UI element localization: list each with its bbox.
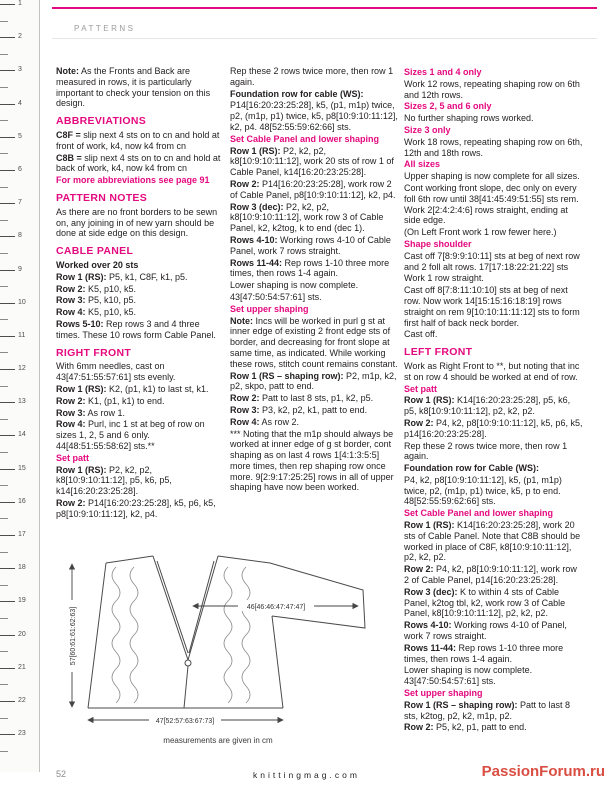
pattern-paragraph: Row 1 (RS): P2, k2, p2, k8[10:9:10:11:12], p5, k6, p5, k14[16:20:23:25:28].	[56, 464, 172, 497]
row-label: Row 1 (RS):	[230, 145, 281, 156]
pattern-paragraph: Rows 11-44: Rep rows 1-10 three more times, then rows 1-4 again.	[230, 257, 390, 279]
sub-heading: Sizes 2, 5 and 6 only	[404, 101, 492, 112]
pattern-paragraph: Row 4: As row 2.	[230, 416, 300, 427]
pattern-paragraph: Row 1 (RS): K14[16:20:23:25:28], work 20 sts of Cable Panel. Note that C8B should be worked in place of C8F, k8[10:9:10:11:12], p2, k2, p2.	[404, 520, 581, 563]
row-label: Row 2:	[230, 178, 260, 189]
sleeve-dimension-label: 46[46:46:47:47:47]	[246, 604, 306, 611]
ruler-number: 10	[18, 298, 26, 306]
accent-topline	[52, 7, 597, 9]
ruler-number: 21	[18, 663, 26, 671]
ruler-number: 16	[18, 497, 26, 505]
row-label: Rows 11-44:	[404, 642, 457, 653]
ruler-number: 11	[18, 331, 26, 339]
cardigan-sleeve-outline	[270, 563, 365, 628]
row-label: C8F =	[56, 129, 81, 140]
row-label: Row 4:	[56, 419, 86, 430]
pattern-paragraph: Row 1 (RS): P5, k1, C8F, k1, p5.	[56, 271, 188, 282]
ruler-number: 5	[18, 132, 22, 140]
section-heading: LEFT FRONT	[404, 346, 473, 359]
height-dimension-label: 57[60:61:61:62:63]	[70, 606, 77, 666]
cardigan-body-outline	[88, 556, 283, 708]
pattern-paragraph: P4, k2, p8[10:9:10:11:12], k5, (p1, m1p) twice, p2, (m1p, p1) twice, k5, p to end. 48[52:55:59:62:66] sts.	[404, 474, 562, 507]
row-label: Row 1 (RS):	[404, 395, 455, 406]
diagram-caption: measurements are given in cm	[163, 736, 273, 745]
pattern-paragraph: Row 2: K5, p10, k5.	[56, 283, 137, 294]
pattern-paragraph: Rows 4-10: Working rows 4-10 of Cable Panel, work 7 rows straight.	[230, 234, 391, 256]
pattern-paragraph: Rep these 2 rows twice more, then row 1 again.	[404, 440, 568, 462]
pattern-paragraph: Row 3 (dec): K to within 4 sts of Cable Panel, k2tog tbl, k2, work row 3 of Cable Panel, k8[10:9:10:11:12], p2, k2, p2.	[404, 586, 566, 619]
sub-heading: Sizes 1 and 4 only	[404, 67, 482, 77]
cable-squiggle	[242, 567, 250, 703]
pattern-paragraph: Row 3: P5, k10, p5.	[56, 295, 137, 306]
row-label: Rows 4-10:	[230, 234, 278, 245]
pattern-paragraph: Foundation row for Cable (WS):	[404, 463, 539, 474]
front-overlap-line	[184, 666, 188, 708]
row-label: Rows 5-10:	[56, 318, 104, 329]
pattern-paragraph: Row 2: P5, k2, p1, patt to end.	[404, 722, 527, 733]
row-label: Row 3:	[56, 407, 86, 418]
row-label: Row 3 (dec):	[230, 201, 284, 212]
pattern-paragraph: Work 18 rows, repeating shaping row on 6th, 12th and 18th rows.	[404, 136, 583, 158]
pattern-paragraph: Row 1 (RS – shaping row): P2, m1p, k2, p2, skpo, patt to end.	[230, 370, 397, 392]
row-label: Row 1 (RS – shaping row):	[404, 699, 518, 710]
row-label: Rows 11-44:	[230, 257, 283, 268]
row-label: Note:	[56, 66, 79, 76]
column-right	[404, 66, 584, 734]
row-label: Row 4:	[56, 307, 86, 318]
row-label: Row 2:	[56, 497, 86, 508]
row-label: Row 2:	[404, 417, 434, 428]
sub-heading: Set patt	[404, 383, 438, 394]
pattern-paragraph: (On Left Front work 1 row fewer here.)	[404, 227, 557, 238]
row-label: Row 2:	[56, 283, 86, 294]
row-label: Row 1 (RS):	[56, 464, 107, 475]
cardigan-outline	[88, 556, 365, 708]
row-label: Note:	[230, 315, 253, 326]
pattern-paragraph: Row 3: As row 1.	[56, 407, 126, 418]
cable-squiggle	[130, 567, 138, 703]
ruler-number: 2	[18, 33, 22, 41]
pattern-paragraph: Rows 4-10: Working rows 4-10 of Panel, work 7 rows straight.	[404, 620, 567, 642]
cable-squiggles	[112, 567, 250, 703]
pattern-paragraph: Row 4: Purl, inc 1 st at beg of row on sizes 1, 2, 5 and 6 only. 44[48:51:55:58:62] sts.**	[56, 419, 205, 451]
cable-squiggle	[224, 567, 232, 703]
pattern-paragraph: C8F = slip next 4 sts on to cn and hold at front of work, k4, now k4 from cn	[56, 129, 220, 151]
ruler-number: 13	[18, 398, 26, 406]
row-label: Row 1 (RS – shaping row):	[230, 370, 344, 381]
ruler-number: 6	[18, 165, 22, 173]
ruler-number: 23	[18, 730, 26, 738]
dimension-labels	[66, 600, 314, 725]
row-label: Row 1 (RS):	[56, 271, 107, 282]
pattern-paragraph: Row 1 (RS): P2, k2, p2, k8[10:9:10:11:12], work 20 sts of row 1 of Cable Panel, k14[16:20:23:25:28].	[230, 145, 394, 178]
section-heading: RIGHT FRONT	[56, 346, 132, 359]
row-label: Rows 4-10:	[404, 620, 452, 631]
ruler-number: 17	[18, 531, 26, 538]
schematic-diagram	[58, 508, 378, 734]
pattern-paragraph: Cast off.	[404, 329, 438, 340]
sub-heading: Set Cable Panel and lower shaping	[404, 508, 554, 519]
pattern-paragraph: Upper shaping is now complete for all sizes.	[404, 171, 580, 182]
ruler-number: 9	[18, 265, 22, 273]
ruler-number: 20	[18, 630, 26, 638]
row-label: Row 1 (RS):	[56, 383, 107, 394]
pattern-paragraph: As there are no front borders to be sewn on, any joining in of new yarn should be done at side edge on this design.	[56, 206, 218, 239]
pattern-paragraph: Rows 5-10: Rep rows 3 and 4 three times. These 10 rows form Cable Panel.	[56, 318, 216, 340]
pattern-paragraph: 43[47:50:54:57:61] sts.	[230, 291, 322, 302]
page-edge-ruler	[0, 0, 40, 772]
row-label: Row 2:	[230, 393, 260, 404]
pattern-paragraph: Cast off 7[8:9:9:10:11] sts at beg of next row and 2 foll alt rows. 17[17:18:22:21:22] sts	[404, 250, 580, 272]
section-heading: PATTERN NOTES	[56, 191, 148, 204]
ruler-number: 12	[18, 365, 26, 373]
header-rule	[52, 38, 597, 39]
section-kicker: PATTERNS	[74, 24, 136, 33]
bottom-dimension-label: 47[52:57:63:67:73]	[155, 718, 215, 725]
pattern-paragraph: Row 4: K5, p10, k5.	[56, 307, 137, 318]
pattern-paragraph: Row 2: P14[16:20:23:25:28], work row 2 of Cable Panel, p8[10:9:10:11:12], k2, p4.	[230, 178, 396, 200]
watermark: PassionForum.ru	[481, 763, 605, 780]
pattern-paragraph: Lower shaping is now complete.	[230, 280, 359, 291]
ruler-number: 19	[18, 597, 26, 605]
pattern-paragraph: *** Noting that the m1p should always be worked at inner edge of g st border, cont shaping as on last 4 rows 1[4:1:3:5:5] more times, then rep shaping row once more. 9[2:9:17:25:25] rows in all of upper shaping have now been worked.	[230, 428, 394, 493]
pattern-paragraph: No further shaping rows worked.	[404, 113, 534, 124]
ruler-cm-mark	[0, 730, 39, 767]
pattern-paragraph: Row 1 (RS): K2, (p1, k1) to last st, k1.	[56, 383, 209, 394]
pattern-paragraph: Row 2: Patt to last 8 sts, p1, k2, p5.	[230, 393, 374, 404]
row-label: Row 4:	[230, 416, 260, 427]
cardigan-schematic-svg	[58, 508, 378, 733]
cable-squiggle	[112, 567, 120, 703]
sub-heading: For more abbreviations see page 91	[56, 175, 210, 186]
column-left	[56, 66, 224, 520]
pattern-paragraph: Work 1 row straight.	[404, 273, 484, 284]
pattern-paragraph: Row 2: P4, k2, p8[10:9:10:11:12], k5, p6, k5, p14[16:20:23:25:28].	[404, 417, 583, 439]
pattern-paragraph: Row 3: P3, k2, p2, k1, patt to end.	[230, 404, 368, 415]
pattern-paragraph: Foundation row for cable (WS):	[230, 88, 364, 99]
page-number: 52	[56, 769, 67, 779]
section-heading: CABLE PANEL	[56, 245, 134, 258]
pattern-paragraph: Work 12 rows, repeating shaping row on 6th and 12th rows.	[404, 78, 580, 100]
ruler-number: 4	[18, 99, 22, 107]
sub-heading: Set Cable Panel and lower shaping	[230, 133, 380, 144]
pattern-paragraph: Row 2: P14[16:20:23:25:28], k5, p6, k5, p8[10:9:10:11:12], k2, p4.	[56, 497, 216, 519]
row-label: Row 2:	[404, 722, 434, 733]
ruler-number: 3	[18, 66, 22, 74]
row-label: Row 3:	[230, 404, 260, 415]
pattern-paragraph: Rows 11-44: Rep rows 1-10 three more times, then rows 1-4 again.	[404, 642, 564, 664]
dimension-lines	[72, 564, 358, 720]
ruler-number: 14	[18, 431, 26, 439]
pattern-paragraph: Lower shaping is now complete. 43[47:50:54:57:61] sts.	[404, 665, 533, 687]
pattern-paragraph: Row 2: K1, (p1, k1) to end.	[56, 395, 165, 406]
pattern-paragraph: With 6mm needles, cast on 43[47:51:55:57:61] sts evenly.	[56, 361, 176, 383]
pattern-paragraph: Row 1 (RS – shaping row): Patt to last 8 sts, k2tog, p2, k2, m1p, p2.	[404, 699, 571, 721]
pattern-paragraph: Cont working front slope, dec only on every foll 6th row until 38[41:45:49:51:55] sts rem. Work 2[2:4:2:4:6] rows straight, ending at side edge.	[404, 182, 579, 226]
sub-heading: Size 3 only	[404, 124, 451, 135]
row-label: Row 3 (dec):	[404, 586, 458, 597]
row-label: Row 2:	[404, 564, 434, 575]
sub-heading: Set upper shaping	[404, 688, 483, 699]
sub-heading: Shape shoulder	[404, 238, 472, 249]
ruler-number: 22	[18, 696, 26, 704]
pattern-paragraph: Cast off 8[7:8:11:10:10] sts at beg of next row. Now work 14[15:15:16:18:19] rows straight on rem 9[10:10:11:11:12] sts to form first half of back neck border.	[404, 285, 580, 328]
pattern-paragraph: C8B = slip next 4 sts on to cn and hold at back of work, k4, now k4 from cn	[56, 152, 221, 174]
pattern-paragraph: Rep these 2 rows twice more, then row 1 again.	[230, 66, 394, 87]
ruler-number: 1	[18, 0, 22, 7]
button	[185, 660, 191, 666]
pattern-paragraph: Row 3 (dec): P2, k2, p2, k8[10:9:10:11:12], work row 3 of Cable Panel, k2, k2tog, k to end (dec 1).	[230, 201, 384, 234]
ruler-number: 15	[18, 464, 26, 472]
ruler-number: 8	[18, 232, 22, 240]
ruler-number: 18	[18, 564, 26, 572]
pattern-paragraph: Row 2: P4, k2, p8[10:9:10:11:12], work row 2 of Cable Panel, p14[16:20:23:25:28].	[404, 564, 577, 586]
column-middle	[230, 66, 398, 494]
cardigan-collar-line	[157, 561, 214, 653]
pattern-paragraph: Worked over 20 sts	[56, 259, 139, 270]
pattern-paragraph: Row 1 (RS): K14[16:20:23:25:28], p5, k6, p5, k8[10:9:10:11:12], p2, k2, p2.	[404, 395, 571, 417]
section-heading: ABBREVIATIONS	[56, 115, 147, 128]
pattern-paragraph: Note: As the Fronts and Back are measured in rows, it is particularly important to check your tension on this design.	[56, 66, 211, 109]
ruler-number: 7	[18, 199, 22, 207]
row-label: Row 1 (RS):	[404, 520, 455, 531]
pattern-paragraph: Note: Incs will be worked in purl g st at inner edge of existing 2 front edge sts of border, and decreasing for front slope at same time, as indicated. While working these rows, stitch count remains constant.	[230, 315, 398, 369]
footer-website: knittingmag.com	[253, 770, 360, 780]
pattern-paragraph: P14[16:20:23:25:28], k5, (p1, m1p) twice, p2, (m1p, p1) twice, k5, p8[10:9:10:11:12], k2, p4. 48[52:55:59:62:66] sts.	[230, 100, 398, 132]
row-label: Row 2:	[56, 395, 86, 406]
sub-heading: All sizes	[404, 159, 441, 170]
row-label: Row 3:	[56, 295, 86, 306]
row-label: C8B =	[56, 152, 82, 163]
pattern-paragraph: Work as Right Front to **, but noting that inc st on row 4 should be worked at end of row.	[404, 360, 580, 382]
sub-heading: Set patt	[56, 452, 90, 463]
sub-heading: Set upper shaping	[230, 303, 309, 314]
